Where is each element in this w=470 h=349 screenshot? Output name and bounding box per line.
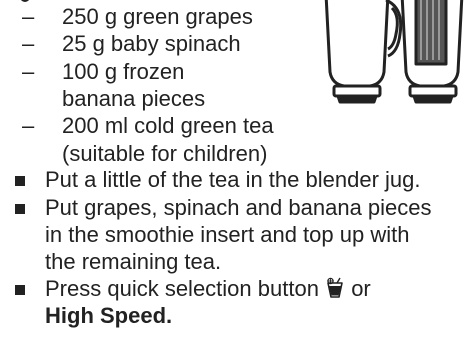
step-text-continued: in the smoothie insert and top up with [45,222,410,247]
step-text-continued [45,303,172,329]
heading-fragment [20,0,30,2]
step-text [45,276,371,302]
step-text-continued: the remaining tea. [45,249,222,274]
step-text-suffix: or [351,276,371,301]
sentence-end: . [166,303,173,328]
ingredient-item-continued: (suitable for children) [62,141,268,166]
square-bullet [15,204,25,214]
blender-illustration-icon [318,0,468,106]
ingredient-item: 250 g green grapes [62,4,253,29]
dash-bullet: – [22,31,35,56]
smoothie-glass-icon [325,277,345,299]
dash-bullet: – [22,59,35,84]
square-bullet [15,285,25,295]
dash-bullet: – [22,4,35,29]
dash-bullet: – [22,113,35,138]
ingredient-item-continued: banana pieces [62,86,206,111]
square-bullet [15,176,25,186]
step-text: Put a little of the tea in the blender jug. [45,167,421,192]
ingredient-item: 25 g baby spinach [62,31,241,56]
ingredient-item: 200 ml cold green tea [62,113,274,138]
step-text: Put grapes, spinach and banana pieces [45,195,432,220]
ingredient-item: 100 g frozen [62,59,185,84]
step-text-prefix: Press quick selection button [45,276,319,301]
high-speed-label: High Speed [45,303,167,328]
